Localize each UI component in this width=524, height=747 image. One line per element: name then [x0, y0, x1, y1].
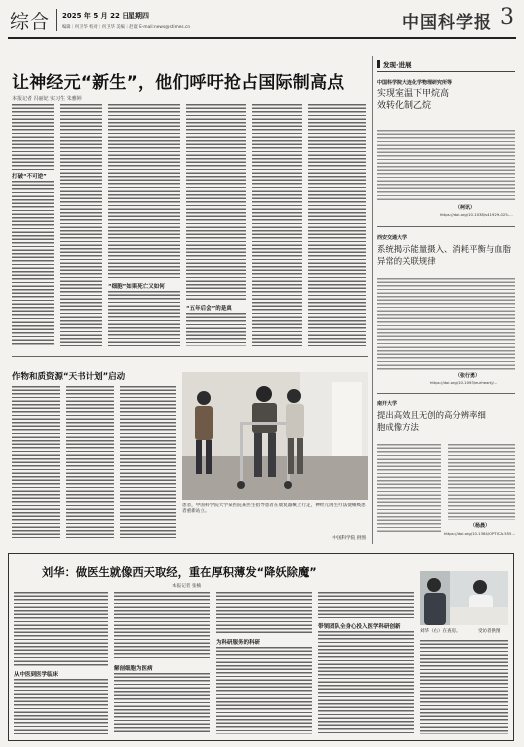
feature-photo-caption: 刘华（右）在查房。 — [420, 629, 461, 634]
photo-caption — [182, 503, 368, 543]
sidebar-item-1-title: 实现室温下甲烷高效转化制乙烷 — [377, 89, 450, 111]
lead-subhead-3: “五年后会”的是真 — [186, 306, 232, 312]
sidebar-tag: 发现·进展 — [383, 61, 412, 69]
feature-photo-credit: 受访者供图 — [478, 629, 501, 634]
lead-headline: 让神经元“新生”，他们呼吁抢占国际制高点 — [12, 73, 345, 93]
sidebar-item-3-doi: https://doi.org/10.1364/OPTICA.555... — [444, 531, 516, 536]
editors-line: 编辑｜何卫华 校对｜何卫华 美编｜赵寰 E-mail:news@stimes.cn — [62, 25, 191, 30]
photo-credit: 中国科学院 供图 — [332, 536, 366, 541]
masthead — [0, 0, 524, 38]
section-name: 综合 — [10, 11, 51, 33]
sidebar-item-3-signature: （杨晨） — [470, 523, 491, 529]
rehab-photo — [182, 372, 368, 500]
page-number: 3 — [500, 5, 514, 30]
sidebar-item-1-institution: 中国科学院大连化学物理研究所等 — [377, 80, 453, 86]
issue-date: 2025 年 5 月 22 日 — [62, 12, 130, 20]
rehab-photo-image — [182, 372, 368, 500]
feature-photo-image — [420, 571, 508, 625]
feature-byline: 本报记者 张楠 — [172, 584, 202, 589]
sidebar-item-1-signature: （柯讯） — [455, 205, 476, 211]
feature-headline: 刘华：做医生就像西天取经，重在厚积薄发“降妖除魔” — [42, 566, 317, 579]
feature-subhead-1: 从中医到医学临床 — [14, 672, 59, 678]
feature-photo — [420, 571, 508, 625]
sidebar-item-2-institution: 西安交通大学 — [377, 235, 408, 241]
sidebar-item-2-signature: （张行勇） — [455, 373, 481, 379]
second-headline: 作物和质资源“天书计划”启动 — [12, 372, 126, 382]
lead-subhead-2: “细胞”如果死亡又如何 — [108, 284, 165, 290]
paper-name: 中国科学报 — [402, 13, 492, 33]
sidebar-item-3-title: 提出高效且无创的高分辨率细胞成像方法 — [377, 410, 486, 432]
feature-subhead-2: 解剖细胞为医病 — [114, 666, 153, 672]
feature-subhead-4: 带领团队全身心投入医学科研创新 — [318, 624, 401, 630]
feature-subhead-3: 为科研服务的科研 — [216, 640, 261, 646]
lead-byline: 本报记者 冯丽妃 实习生 朱雅婷 — [12, 96, 82, 102]
photo-caption-text: 患者，中国科学院大学某医院某医生指导患者在康复器械上行走，神经元再生疗法使瘫痪患者重新站立。 — [182, 503, 366, 515]
lead-subhead-1: 打破“不可逆” — [12, 174, 47, 180]
sidebar-item-1-doi: https://doi.org/10.1038/s41929-025-... — [440, 212, 513, 217]
sidebar-item-2-title: 系统揭示能量摄入、消耗平衡与血脂异常的关联规律 — [377, 244, 511, 266]
masthead-divider — [8, 37, 516, 39]
issue-weekday: 星期四 — [128, 12, 149, 20]
sidebar-item-3-institution: 南开大学 — [377, 401, 398, 407]
sidebar-item-2-doi: https://doi.org/10.1093/eurheartj/... — [430, 380, 498, 385]
